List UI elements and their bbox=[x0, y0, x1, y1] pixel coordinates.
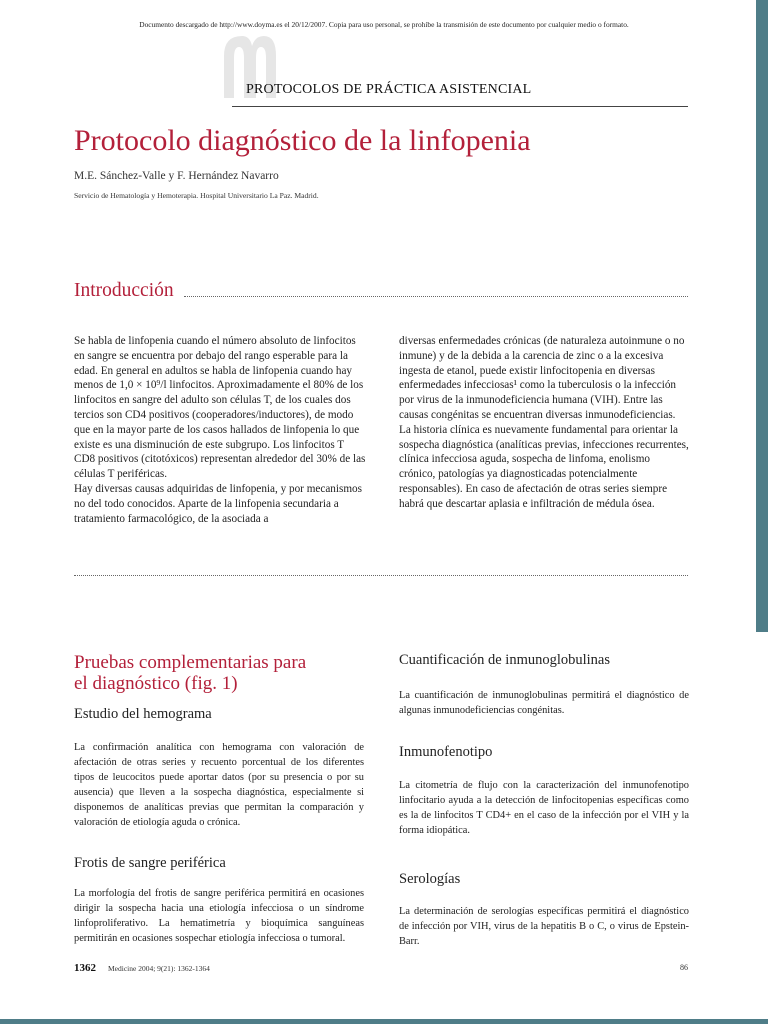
pruebas-heading-line: el diagnóstico (fig. 1) bbox=[74, 673, 238, 694]
hemograma-heading: Estudio del hemograma bbox=[74, 706, 212, 722]
paragraph: Se habla de linfopenia cuando el número absoluto de linfocitos en sangre se encuentra por debajo del rango esperable para la edad. En general en adultos se habla de linfopenia cuando hay menos de 1,0 × 10⁹/l linfocitos. Aproximadamente el 80% de los linfocitos en sangre del adulto son células T, de los cuales dos tercios son CD4 positivos (cooperadores/inductores), de modo que en la mayor parte de los casos hallados de linfopenia lo que existe es una disminución de este subgrupo. Los linfocitos T CD8 positivos (citotóxicos) representan alrededor del 30% de las células T periféricas. bbox=[74, 335, 366, 481]
intro-heading: Introducción bbox=[74, 280, 174, 301]
serologias-text: La determinación de serologías específicas permitirá el diagnóstico de infección por VIH, virus de la hepatitis B o C, o virus de Epstein-Barr. bbox=[399, 906, 689, 947]
inmunoglobulinas-heading: Cuantificación de inmunoglobulinas bbox=[399, 652, 611, 668]
dotted-leader bbox=[184, 296, 688, 297]
journal-citation: Medicine 2004; 9(21): 1362-1364 bbox=[108, 964, 210, 973]
pruebas-heading-line: Pruebas complementarias para bbox=[74, 652, 307, 673]
inmunofenotipo-heading: Inmunofenotipo bbox=[399, 744, 493, 760]
section-label: PROTOCOLOS DE PRÁCTICA ASISTENCIAL bbox=[246, 82, 532, 97]
pruebas-heading bbox=[74, 652, 374, 694]
header-rule bbox=[232, 106, 688, 107]
intro-right-column bbox=[399, 334, 689, 512]
inmunofenotipo-text: La citometría de flujo con la caracterización del inmunofenotipo linfocitario ayuda a la detección de linfocitopenias específicas como es la de linfocitos T CD4+ en el caso de la infección por el VIH y la forma idiopática. bbox=[399, 780, 689, 836]
paragraph: diversas enfermedades crónicas (de naturaleza autoinmune o no inmune) y de la debida a la carencia de zinc o a la excesiva ingesta de etanol, puede existir linfocitopenia en diversas enfermedades infecciosas¹ como la tuberculosis o la infección por virus de la inmunodeficiencia humana (VIH). Entre las causas congénitas se encuentran diversas inmunodeficiencias. bbox=[399, 335, 685, 421]
side-accent-bar bbox=[756, 0, 768, 632]
intro-left-column bbox=[74, 334, 366, 526]
paragraph: La historia clínica es nuevamente fundamental para orientar la sospecha diagnóstica (analíticas previas, infecciones recurrentes, clínica infecciosa aguda, sospecha de linfoma, enolismo crónico, patologías ya diagnosticadas potencialmente responsables). En caso de afectación de otras series siempre habrá que descartar aplasia e infiltración de médula ósea. bbox=[399, 423, 689, 510]
frotis-text: La morfología del frotis de sangre periférica permitirá en ocasiones dirigir la sospecha hacia una etiología infecciosa o un síndrome linfoproliferativo. La hematimetría y bioquímica sanguíneas permitirán en ocasiones sospechar etiología infecciosa o tumoral. bbox=[74, 888, 364, 944]
dotted-divider bbox=[74, 575, 688, 576]
authors: M.E. Sánchez-Valle y F. Hernández Navarro bbox=[74, 170, 279, 182]
affiliation: Servicio de Hematología y Hemoterapia. Hospital Universitario La Paz. Madrid. bbox=[74, 191, 319, 200]
article-title: Protocolo diagnóstico de la linfopenia bbox=[74, 124, 531, 157]
inmunoglobulinas-text: La cuantificación de inmunoglobulinas permitirá el diagnóstico de algunas inmunodeficiencias congénitas. bbox=[399, 690, 689, 716]
paragraph: Hay diversas causas adquiridas de linfopenia, y por mecanismos no del todo conocidos. Aparte de la linfopenia secundaria a tratamiento farmacológico, de la asociada a bbox=[74, 482, 362, 525]
hemograma-text: La confirmación analítica con hemograma con valoración de afectación de otras series y recuento porcentual de los diferentes tipos de leucocitos puede aportar datos (por su presencia o por su ausencia) que lleven a la sospecha diagnóstica, especialmente si disponemos de analíticas previas que permitan la comparación y valoración de etiología aguda o crónica. bbox=[74, 742, 364, 828]
frotis-heading: Frotis de sangre periférica bbox=[74, 855, 226, 871]
right-page-number: 86 bbox=[680, 963, 688, 972]
download-notice: Documento descargado de http://www.doyma.es el 20/12/2007. Copia para uso personal, se prohíbe la transmisión de este documento por cualquier medio o formato. bbox=[139, 20, 629, 29]
serologias-heading: Serologías bbox=[399, 871, 461, 887]
page-number: 1362 bbox=[74, 962, 96, 974]
bottom-accent-bar bbox=[0, 1019, 768, 1024]
